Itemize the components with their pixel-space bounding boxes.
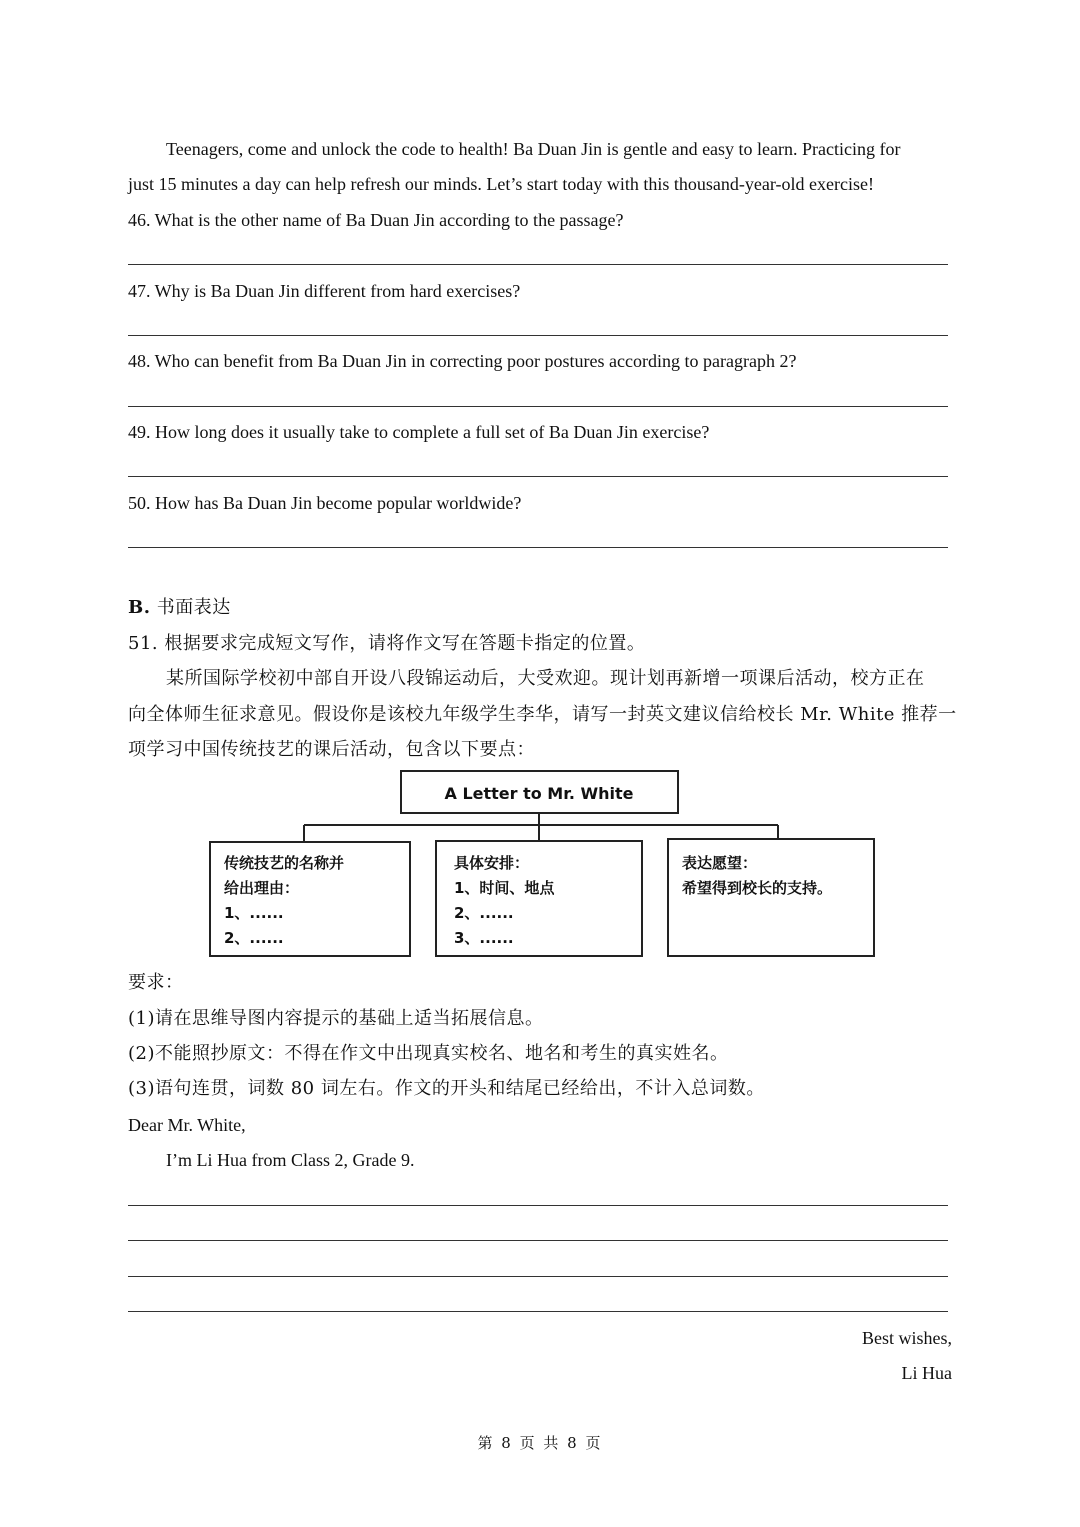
answer-line-50[interactable] — [128, 547, 948, 548]
answer-line-46[interactable] — [128, 264, 948, 265]
box2-line-1: 具体安排： — [454, 854, 530, 872]
answer-line-49[interactable] — [128, 476, 948, 477]
mindmap-title: A Letter to Mr. White — [444, 784, 634, 803]
box1-line-2: 给出理由： — [224, 879, 300, 897]
box2-line-4: 3、...... — [454, 929, 514, 947]
letter-opening: I’m Li Hua from Class 2, Grade 9. — [166, 1150, 415, 1170]
letter-signature: Li Hua — [901, 1363, 952, 1383]
box1-line-1: 传统技艺的名称并 — [224, 854, 345, 872]
section-title: 书面表达 — [156, 597, 231, 618]
question-50: 50. How has Ba Duan Jin become popular worldwide? — [128, 493, 522, 513]
task-desc-line-2: 向全体师生征求意见。假设你是该校九年级学生李华，请写一封英文建议信给校长 Mr. White 推荐一 — [128, 704, 957, 725]
box2-line-2: 1、时间、地点 — [454, 879, 555, 897]
requirements-title: 要求： — [128, 972, 184, 993]
question-48: 48. Who can benefit from Ba Duan Jin in correcting poor postures according to paragraph 2? — [128, 351, 797, 371]
letter-closing: Best wishes, — [862, 1328, 952, 1348]
box1-line-4: 2、...... — [224, 929, 284, 947]
task-desc-line-1: 某所国际学校初中部自开设八段锦运动后，大受欢迎。现计划再新增一项课后活动，校方正在 — [166, 668, 925, 689]
box3-line-2: 希望得到校长的支持。 — [682, 879, 833, 897]
mind-map — [200, 765, 890, 965]
section-heading — [128, 596, 231, 620]
writing-line-1[interactable] — [128, 1205, 948, 1206]
writing-line-4[interactable] — [128, 1311, 948, 1312]
writing-task: 51. 根据要求完成短文写作，请将作文写在答题卡指定的位置。 — [128, 633, 646, 654]
answer-line-47[interactable] — [128, 335, 948, 336]
page-footer: 第 8 页 共 8 页 — [477, 1434, 603, 1452]
writing-line-2[interactable] — [128, 1240, 948, 1241]
question-47: 47. Why is Ba Duan Jin different from hard exercises? — [128, 281, 521, 301]
question-46: 46. What is the other name of Ba Duan Jin according to the passage? — [128, 210, 624, 230]
passage-line-2: just 15 minutes a day can help refresh our minds. Let’s start today with this thousand-year-old exercise! — [128, 174, 874, 194]
question-49: 49. How long does it usually take to complete a full set of Ba Duan Jin exercise? — [128, 422, 710, 442]
requirement-3: (3)语句连贯，词数 80 词左右。作文的开头和结尾已经给出，不计入总词数。 — [128, 1078, 765, 1099]
requirement-2: (2)不能照抄原文：不得在作文中出现真实校名、地名和考生的真实姓名。 — [128, 1043, 729, 1064]
passage-line-1: Teenagers, come and unlock the code to health! Ba Duan Jin is gentle and easy to learn. Practicing for — [166, 139, 901, 159]
box3-line-1: 表达愿望： — [682, 854, 758, 872]
box1-line-3: 1、...... — [224, 904, 284, 922]
task-desc-line-3: 项学习中国传统技艺的课后活动，包含以下要点： — [128, 739, 535, 760]
answer-line-48[interactable] — [128, 406, 948, 407]
requirement-1: (1)请在思维导图内容提示的基础上适当拓展信息。 — [128, 1008, 544, 1029]
box2-line-3: 2、...... — [454, 904, 514, 922]
writing-line-3[interactable] — [128, 1276, 948, 1277]
section-letter: B. — [128, 597, 151, 618]
letter-salutation: Dear Mr. White, — [128, 1115, 246, 1135]
